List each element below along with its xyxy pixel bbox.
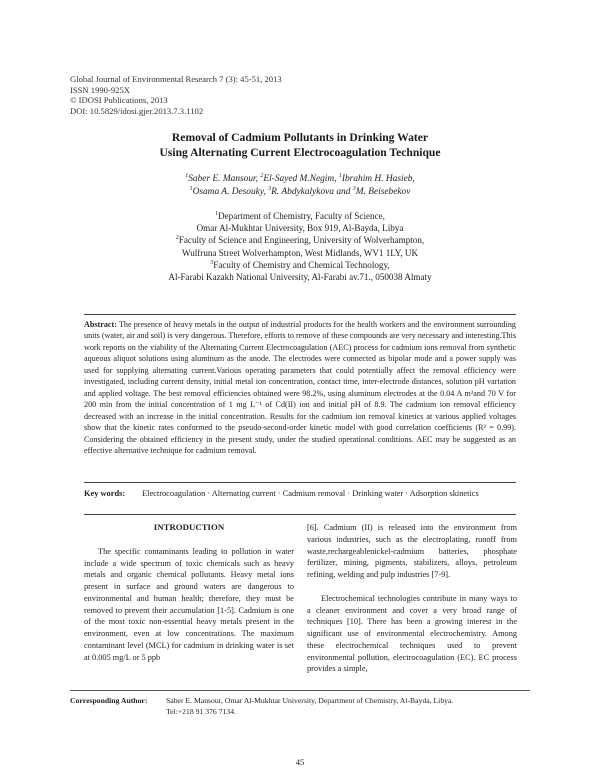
affil-mark: 3 (268, 185, 272, 192)
title-line-1: Removal of Cadmium Pollutants in Drinking Water (171, 131, 429, 144)
author: Osama A. Desouky, (192, 186, 269, 197)
affil-mark: 1 (338, 172, 342, 179)
author-line-2 (0, 186, 600, 199)
affiliation-2 (0, 234, 600, 246)
issn: ISSN 1990-925X (70, 84, 130, 95)
abstract-top-rule (84, 314, 516, 315)
intro-paragraph-1: The specific contaminants leading to pollution in water include a wide spectrum of toxic chemicals such as heavy metals and organic chemical pollutants. Heavy metal ions present in surface and ground waters are dangerous to environmental and human health; therefore, they must be removed to prevent their accumulation [1-5]. Cadmium is one of the most toxic non-essential heavy metals present in the environment, even at low concentrations. The maximum contaminant level (MCL) for cadmium in drinking water is set at 0.005 mg/L or 5 ppb (84, 546, 294, 662)
affil-mark: 2 (260, 172, 264, 179)
affiliation-text: Faculty of Science and Engineering, University of Wolverhampton, (178, 235, 425, 246)
keywords-bottom-rule (84, 514, 516, 515)
keywords-text: Electrocoagulation · Alternating current · Cadmium removal · Drinking water · Adsorption skinetics (142, 489, 479, 498)
title-line-2: Using Alternating Current Electrocoagulation Technique (159, 146, 441, 160)
abstract-label: Abstract: (84, 320, 117, 329)
author-list (0, 173, 600, 199)
corresponding-line-1: Saber E. Mansour, Omar Al-Mukhtar University, Department of Chemistry, Al-Bayda, Libya. (166, 696, 454, 705)
journal-citation: Global Journal of Environmental Research 7 (3): 45-51, 2013 (70, 74, 282, 84)
affiliation-2-cont: Wulfruna Street Wolverhampton, West Midlands, WV1 1LY, UK (181, 247, 419, 258)
intro-paragraph-2: [6]. Cadmium (II) is released into the environment from various industries, such as the electroplating, runoff from waste,rechargeablenickel-cadmium batteries, phosphate fertilizer, mining, pigments, stabilizers, alloys, petroleum refining, welding and pulp industries [7-9]. (307, 523, 517, 579)
affil-mark: 1 (189, 185, 193, 192)
doi: DOI: 10.5829/idosi.gjer.2013.7.3.1102 (70, 105, 204, 116)
affil-mark: 2 (175, 235, 179, 242)
abstract-text: The presence of heavy metals in the output of industrial products for the health workers and the environment surrounding units (water, air and soil) is very dangerous. Therefore, efforts to remove of these compounds are very necessary and interesting.This work reports on the viability of the Alternating Current Electrocoagulation (AEC) process for cadmium ions removal from synthetic aqueous aliquot solutions using aluminum as the anode. The electrodes were connected as bipolar mode and a power supply was used for supplying alternating current.Various operating parameters that could potentially affect the removal efficiency were investigated, including current density, initial metal ion concentration, contact time, inter-electrode distances, solution pH variation and applied voltage. The best removal efficiencies obtained were 98.2%, using aluminum electrodes at the 0.04 A m²and 70 V for 200 min from the initial concentration of 1 mg L⁻¹ of Cd(II) ion and initial pH of 8.9. The cadmium ion removal efficiency decreased with an increase in the initial concentration. Results for the cadmium ion removal kinetics at various applied voltages show that the kinetic rates conformed to the pseudo-second-order kinetic model with good correlation coefficients (R² = 0.99). Considering the obtained efficiency in the present study, under the studied operational conditions. AEC may be suggested as an effective alternative technique for cadmium removal. (84, 320, 516, 455)
abstract (84, 319, 516, 456)
author: El-Sayed M.Negim, (263, 174, 339, 184)
journal-header (70, 74, 282, 116)
author: R. Abdykalykova and (271, 186, 353, 197)
author: Ibrahim H. Hasieb, (341, 174, 415, 184)
corresponding-label: Corresponding Author: (70, 696, 148, 705)
affil-mark: 3 (352, 185, 356, 192)
affiliation-3-cont: Al-Farabi Kazakh National University, Al-Farabi av.71., 050038 Almaty (168, 272, 432, 283)
affil-mark: 3 (210, 259, 214, 266)
corresponding-details (166, 695, 530, 717)
keywords-top-rule (84, 482, 516, 483)
affil-mark: 1 (185, 172, 189, 179)
footnote-rule (70, 690, 530, 691)
copyright: © IDOSI Publications, 2013 (70, 95, 168, 106)
affiliation-text: Department of Chemistry, Faculty of Science, (218, 211, 385, 221)
affiliation-text: Faculty of Chemistry and Chemical Technology, (213, 259, 390, 270)
paper-title (0, 130, 600, 160)
right-column (307, 522, 517, 675)
affiliations (0, 210, 600, 283)
author-line-1 (0, 173, 600, 186)
author: M. Beisebekov (355, 186, 411, 197)
affiliation-1-cont: Omar Al-Mukhtar University, Box 919, Al-Bayda, Libya (196, 223, 404, 234)
affiliation-3 (0, 259, 600, 271)
intro-paragraph-3: Electrochemical technologies contribute in many ways to a cleaner environment and cover a very broad range of techniques [10]. There has been a growing interest in the significant use of environmental electrochemistry. Among these electrochemical techniques used to prevent environmental pollution, electrocoagulation (EC). EC process provides a simple, (307, 593, 517, 674)
corresponding-line-2: Tel:+218 91 376 7134. (166, 707, 236, 716)
keywords-label: Key words: (84, 489, 126, 498)
page-number: 45 (295, 757, 305, 767)
author: Saber E. Mansour, (188, 174, 261, 184)
affil-mark: 1 (215, 210, 219, 217)
left-column (84, 522, 294, 663)
introduction-heading: INTRODUCTION (153, 522, 225, 532)
affiliation-1 (0, 210, 600, 222)
